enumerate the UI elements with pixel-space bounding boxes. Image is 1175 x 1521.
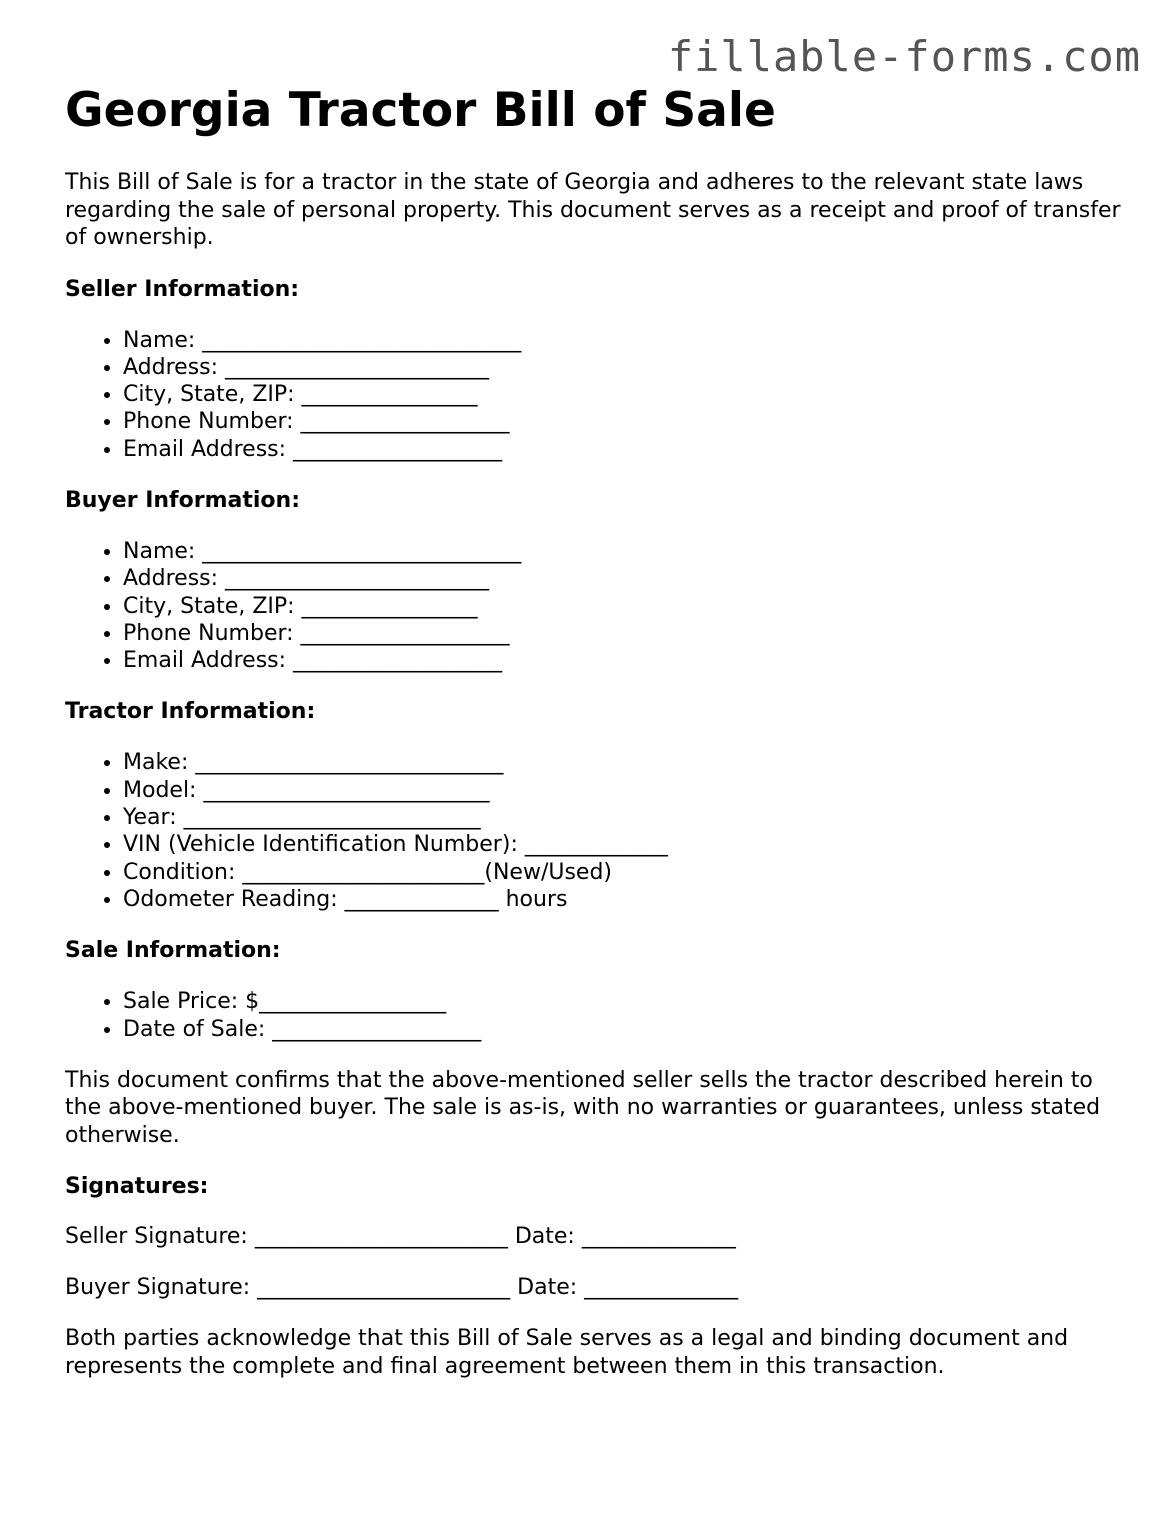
tractor-make-field[interactable]: • Make: ____________________________ bbox=[123, 749, 1125, 776]
document-page bbox=[65, 82, 1125, 1380]
seller-phone-field[interactable]: • Phone Number: ___________________ bbox=[123, 408, 1125, 435]
tractor-year-field[interactable]: • Year: ___________________________ bbox=[123, 804, 1125, 831]
signatures-heading: Signatures: bbox=[65, 1174, 209, 1200]
seller-name-field[interactable]: • Name: _____________________________ bbox=[123, 327, 1125, 354]
watermark: fillable-forms.com bbox=[667, 32, 1141, 81]
tractor-condition-field[interactable]: • Condition: ______________________(New/Used) bbox=[123, 859, 1125, 886]
sale-price-field[interactable]: • Sale Price: $_________________ bbox=[123, 988, 1125, 1015]
confirmation-paragraph: This document confirms that the above-mentioned seller sells the tractor described herein to the above-mentioned buyer. The sale is as-is, with no warranties or guarantees, unless stated otherwise. bbox=[65, 1067, 1101, 1148]
buyer-heading: Buyer Information: bbox=[65, 487, 300, 513]
seller-email-field[interactable]: • Email Address: ___________________ bbox=[123, 436, 1125, 463]
tractor-field-list bbox=[65, 749, 1125, 913]
sale-field-list bbox=[65, 988, 1125, 1043]
tractor-odometer-field[interactable]: • Odometer Reading: ______________ hours bbox=[123, 886, 1125, 913]
tractor-vin-field[interactable]: • VIN (Vehicle Identification Number): _____________ bbox=[123, 831, 1125, 858]
tractor-heading: Tractor Information: bbox=[65, 699, 316, 725]
seller-field-list bbox=[65, 327, 1125, 463]
page-title: Georgia Tractor Bill of Sale bbox=[65, 83, 776, 138]
sale-date-field[interactable]: • Date of Sale: ___________________ bbox=[123, 1016, 1125, 1043]
seller-city-state-zip-field[interactable]: • City, State, ZIP: ________________ bbox=[123, 381, 1125, 408]
acknowledgement-paragraph: Both parties acknowledge that this Bill of Sale serves as a legal and binding document and represents the complete and final agreement between them in this transaction. bbox=[65, 1326, 1069, 1379]
buyer-email-field[interactable]: • Email Address: ___________________ bbox=[123, 647, 1125, 674]
seller-heading: Seller Information: bbox=[65, 276, 300, 302]
tractor-model-field[interactable]: • Model: __________________________ bbox=[123, 777, 1125, 804]
seller-signature-line[interactable]: Seller Signature: _______________________ Date: ______________ bbox=[65, 1224, 736, 1250]
buyer-phone-field[interactable]: • Phone Number: ___________________ bbox=[123, 620, 1125, 647]
buyer-city-state-zip-field[interactable]: • City, State, ZIP: ________________ bbox=[123, 593, 1125, 620]
intro-paragraph: This Bill of Sale is for a tractor in the state of Georgia and adheres to the relevant state laws regarding the sale of personal property. This document serves as a receipt and proof of transfer of ownership. bbox=[65, 170, 1121, 250]
buyer-signature-line[interactable]: Buyer Signature: _______________________ Date: ______________ bbox=[65, 1274, 739, 1300]
buyer-address-field[interactable]: • Address: ________________________ bbox=[123, 565, 1125, 592]
buyer-field-list bbox=[65, 538, 1125, 674]
sale-heading: Sale Information: bbox=[65, 938, 281, 964]
buyer-name-field[interactable]: • Name: _____________________________ bbox=[123, 538, 1125, 565]
seller-address-field[interactable]: • Address: ________________________ bbox=[123, 354, 1125, 381]
